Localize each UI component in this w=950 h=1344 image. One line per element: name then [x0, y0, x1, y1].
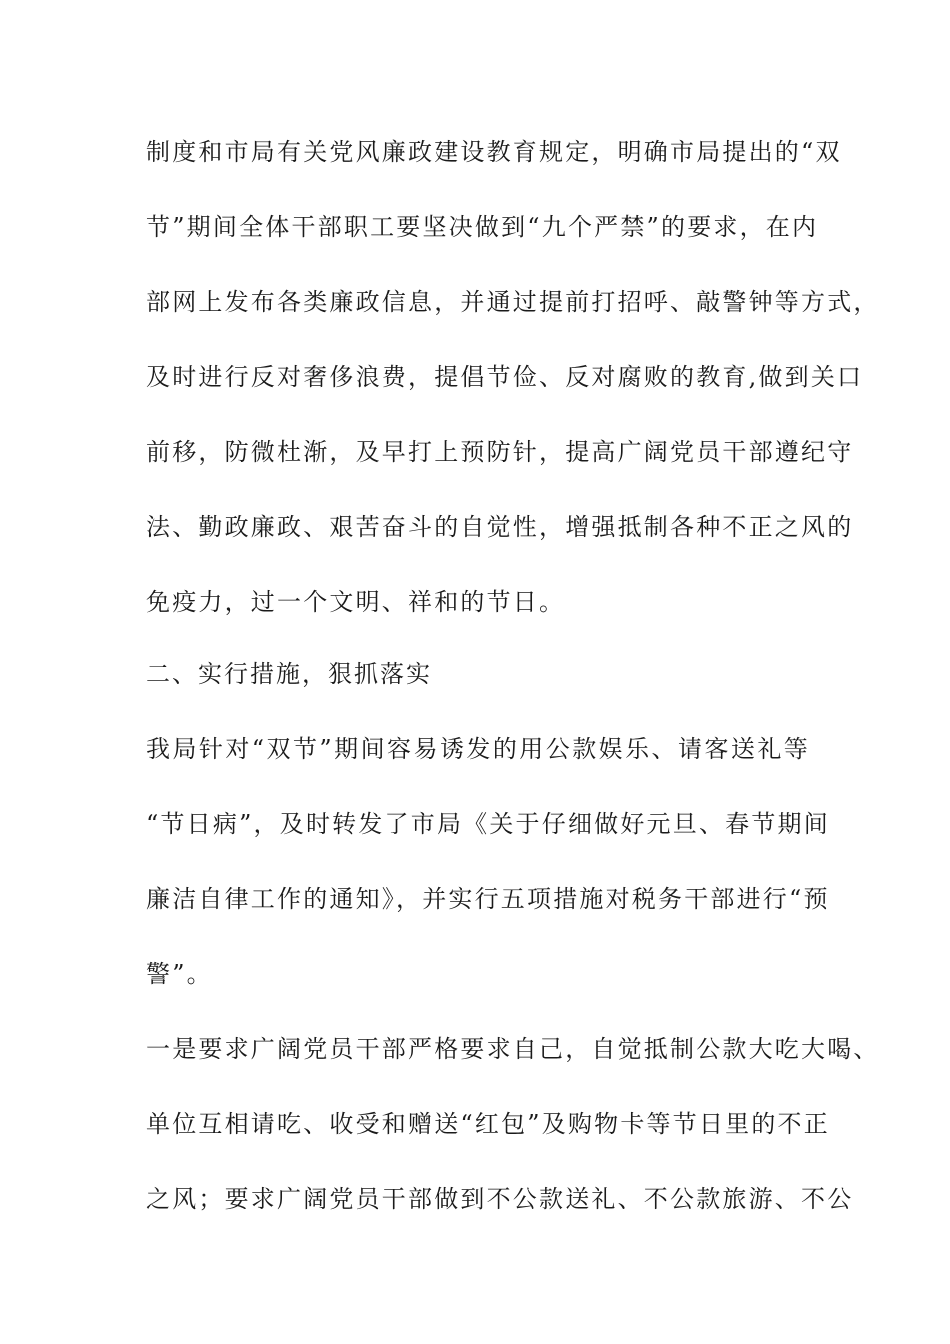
paragraph-line: 部网上发布各类廉政信息，并通过提前打招呼、敲警钟等方式， [146, 288, 880, 316]
paragraph-line: 前移，防微杜渐，及早打上预防针，提高广阔党员干部遵纪守 [146, 438, 854, 466]
paragraph-line: 节”期间全体干部职工要坚决做到“九个严禁”的要求，在内 [146, 213, 819, 241]
paragraph-line: 单位互相请吃、收受和赠送“红包”及购物卡等节日里的不正 [146, 1110, 830, 1138]
paragraph-line: 廉洁自律工作的通知》，并实行五项措施对税务干部进行“预 [146, 885, 830, 913]
paragraph-line: 之风；要求广阔党员干部做到不公款送礼、不公款旅游、不公 [146, 1185, 854, 1213]
paragraph-line: 法、勤政廉政、艰苦奋斗的自觉性，增强抵制各种不正之风的 [146, 513, 854, 541]
paragraph-line: “节日病”，及时转发了市局《关于仔细做好元旦、春节期间 [146, 810, 830, 838]
section-heading: 二、实行措施，狠抓落实 [146, 660, 432, 688]
paragraph-line: 制度和市局有关党风廉政建设教育规定，明确市局提出的“双 [146, 138, 842, 166]
paragraph-line: 及时进行反对奢侈浪费，提倡节俭、反对腐败的教育,做到关口 [146, 363, 864, 391]
paragraph-line: 警”。 [146, 960, 213, 988]
paragraph-line: 免疫力，过一个文明、祥和的节日。 [146, 588, 566, 616]
paragraph-line: 我局针对“双节”期间容易诱发的用公款娱乐、请客送礼等 [146, 735, 810, 763]
paragraph-line: 一是要求广阔党员干部严格要求自己，自觉抵制公款大吃大喝、 [146, 1035, 880, 1063]
